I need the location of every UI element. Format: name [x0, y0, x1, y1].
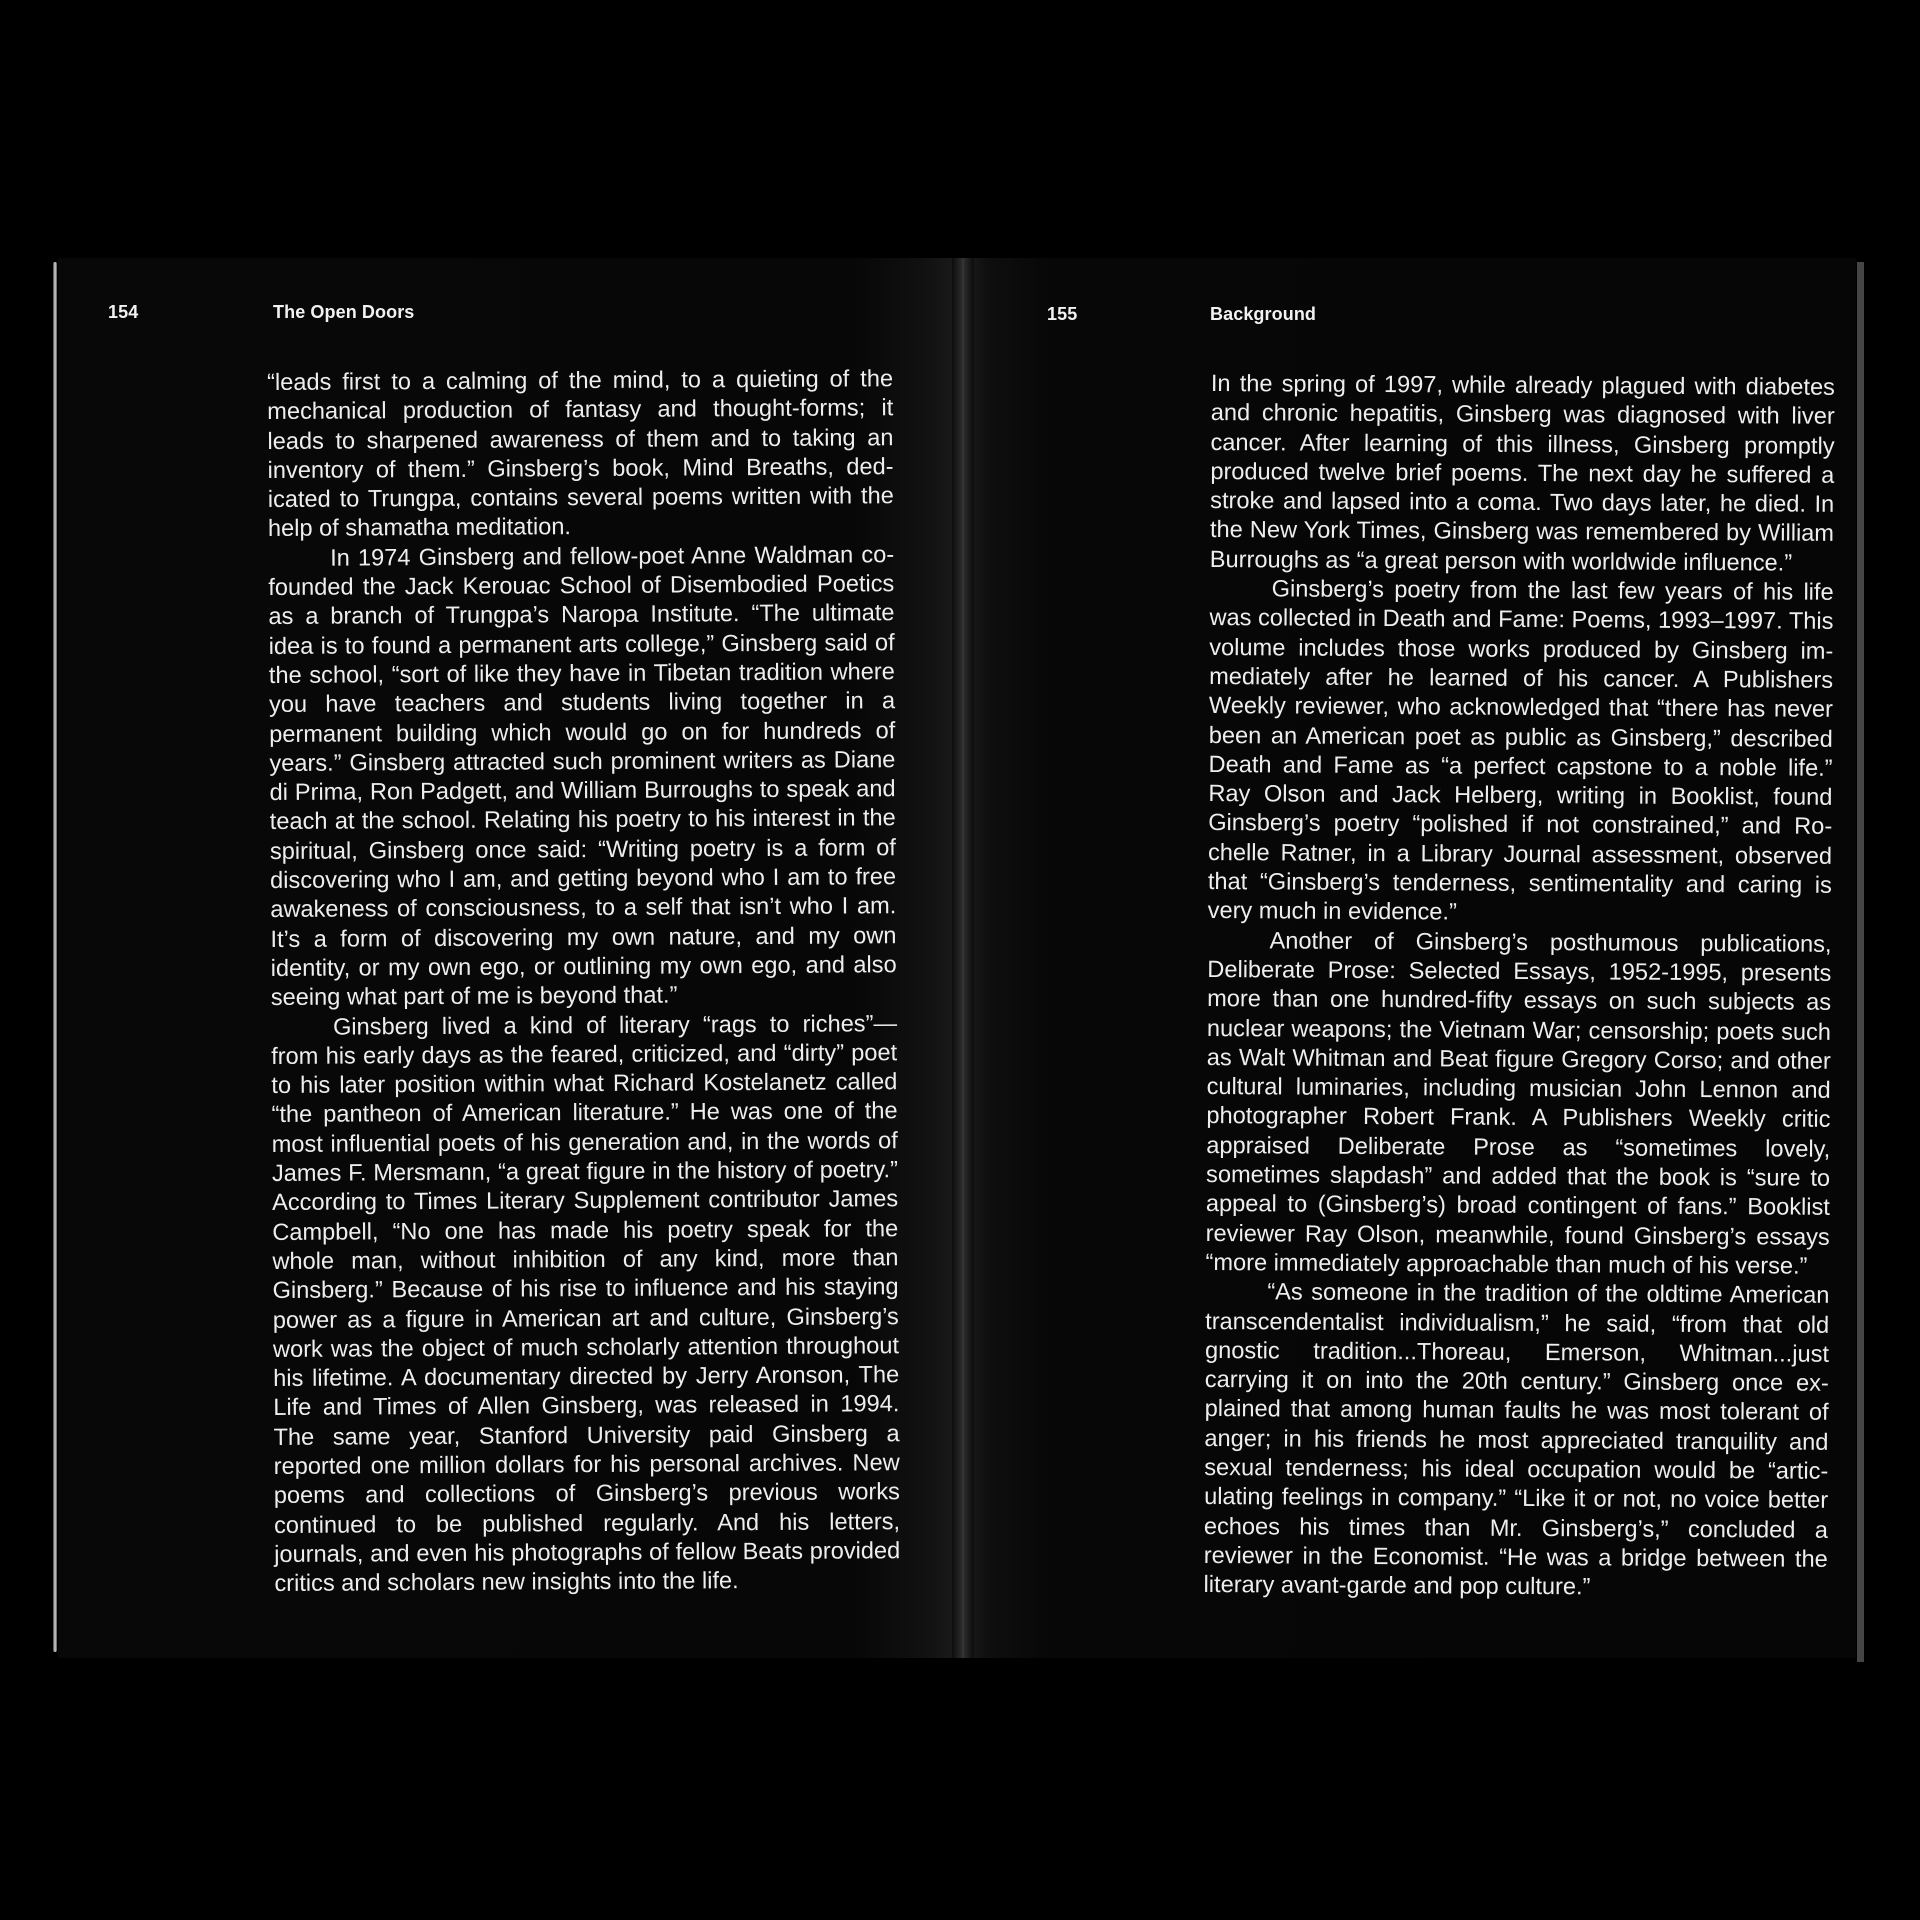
paragraph: “leads first to a calming of the mind, to a quieting of the mechanical production of fantasy and thought-forms; it leads to sharpened awareness of them and to taking an inventory of them.” Ginsberg’s book, Mind Breaths, dedicated to Trungpa, contains several poems written with the help of shamatha meditation.	[267, 366, 894, 543]
book-cover-edge	[53, 262, 57, 1652]
left-body-text	[267, 365, 901, 1599]
left-page-number: 154	[108, 302, 139, 322]
paragraph: Another of Ginsberg’s posthumous publications, Deliberate Prose: Selected Essays, 1952-1995, presents more than one hundred-fifty essays on such subjects as nuclear weapons; the Vietnam War; censorship; poets such as Walt Whitman and Beat figure Gregory Corso; and other cultural luminaries, including musician John Lennon and photographer Robert Frank. A Publishers Weekly critic appraised Deliberate Prose as “sometimes lovely, sometimes slapdash” and added that the book is “sure to appeal to (Ginsberg’s) broad contingent of fans.” Booklist reviewer Ray Olson, meanwhile, found Ginsberg’s essays “more immediately approachable than much of his verse.”	[1205, 928, 1832, 1280]
paragraph: In the spring of 1997, while already plagued with diabetes and chronic hepatitis, Ginsberg was diagnosed with liver cancer. After learning of this illness, Ginsberg promptly produced twelve brief poems. The next day he suffered a stroke and lapsed into a coma. Two days later, he died. In the New York Times, Ginsberg was remembered by William Burroughs as “a great person with worldwide influence.”	[1209, 370, 1835, 577]
page-edge-stack	[1857, 262, 1864, 1662]
paragraph: Ginsberg lived a kind of literary “rags to riches”— from his early days as the feared, criticized, and “dirty” poet to his later position within what Richard Kostelanetz called “the pantheon of American literature.” He was one of the most influential poets of his generation and, in the words of James F. Mersmann, “a great figure in the history of poetry.” According to Times Literary Supplement contributor James Campbell, “No one has made his poetry speak for the whole man, without inhibition of any kind, more than Ginsberg.” Because of his rise to influence and his staying power as a figure in American art and culture, Ginsberg’s work was the object of much scholarly attention throughout his lifetime. A documentary directed by Jerry Aronson, The Life and Times of Allen Ginsberg, was released in 1994. The same year, Stanford University paid Ginsberg a reported one million dollars for his personal archives. New poems and collections of Ginsberg’s previous works continued to be published regularly. And his letters, journals, and even his photographs of fellow Beats provided critics and scholars new insights into the life.	[271, 1010, 901, 1598]
right-page-number: 155	[1047, 304, 1078, 324]
paragraph: In 1974 Ginsberg and fellow-poet Anne Waldman co-founded the Jack Kerouac School of Disembodied Poetics as a branch of Trungpa’s Naropa Institute. “The ultimate idea is to found a permanent arts college,” Ginsberg said of the school, “sort of like they have in Tibetan tradition where you have teachers and students living together in a permanent building which would go on for hundreds of years.” Ginsberg attracted such prominent writers as Diane di Prima, Ron Padgett, and William Burroughs to speak and teach at the school. Relating his poetry to his interest in the spiritual, Ginsberg once said: “Writing poetry is a form of discovering who I am, and getting beyond who I am to free awakeness of consciousness, to a self that isn’t who I am. It’s a form of discovering my own nature, and my own identity, or my own ego, or outlining my own ego, and also seeing what part of me is beyond that.”	[268, 541, 897, 1012]
paragraph: “As someone in the tradition of the oldtime American transcendentalist individualism,” he said, “from that old gnostic tradition...Thoreau, Emerson, Whitman...just carrying it on into the 20th century.” Ginsberg once explained that among human faults he was most tolerant of anger; in his friends he most appreciated tranquility and sexual tenderness; his ideal occupation would be “articulating feelings in company.” “Like it or not, no voice better echoes his times than Mr. Ginsberg’s,” concluded a reviewer in the Economist. “He was a bridge between the literary avant-garde and pop culture.”	[1203, 1279, 1830, 1601]
right-body-text	[1203, 370, 1835, 1604]
book-gutter	[952, 258, 974, 1658]
right-running-title: Background	[1210, 304, 1317, 324]
paragraph: Ginsberg’s poetry from the last few years of his life was collected in Death and Fame: Poems, 1993–1997. This volume includes those works produced by Ginsberg immediately after he learned of his cancer. A Publishers Weekly reviewer, who acknowledged that “there has never been an American poet as public as Ginsberg,” described Death and Fame as “a perfect capstone to a noble life.” Ray Olson and Jack Helberg, writing in Booklist, found Ginsberg’s poetry “polished if not constrained,” and Rochelle Ratner, in a Library Journal assessment, observed that “Ginsberg’s tenderness, sentimentality and caring is very much in evidence.”	[1207, 576, 1834, 926]
left-running-title: The Open Doors	[273, 302, 415, 322]
